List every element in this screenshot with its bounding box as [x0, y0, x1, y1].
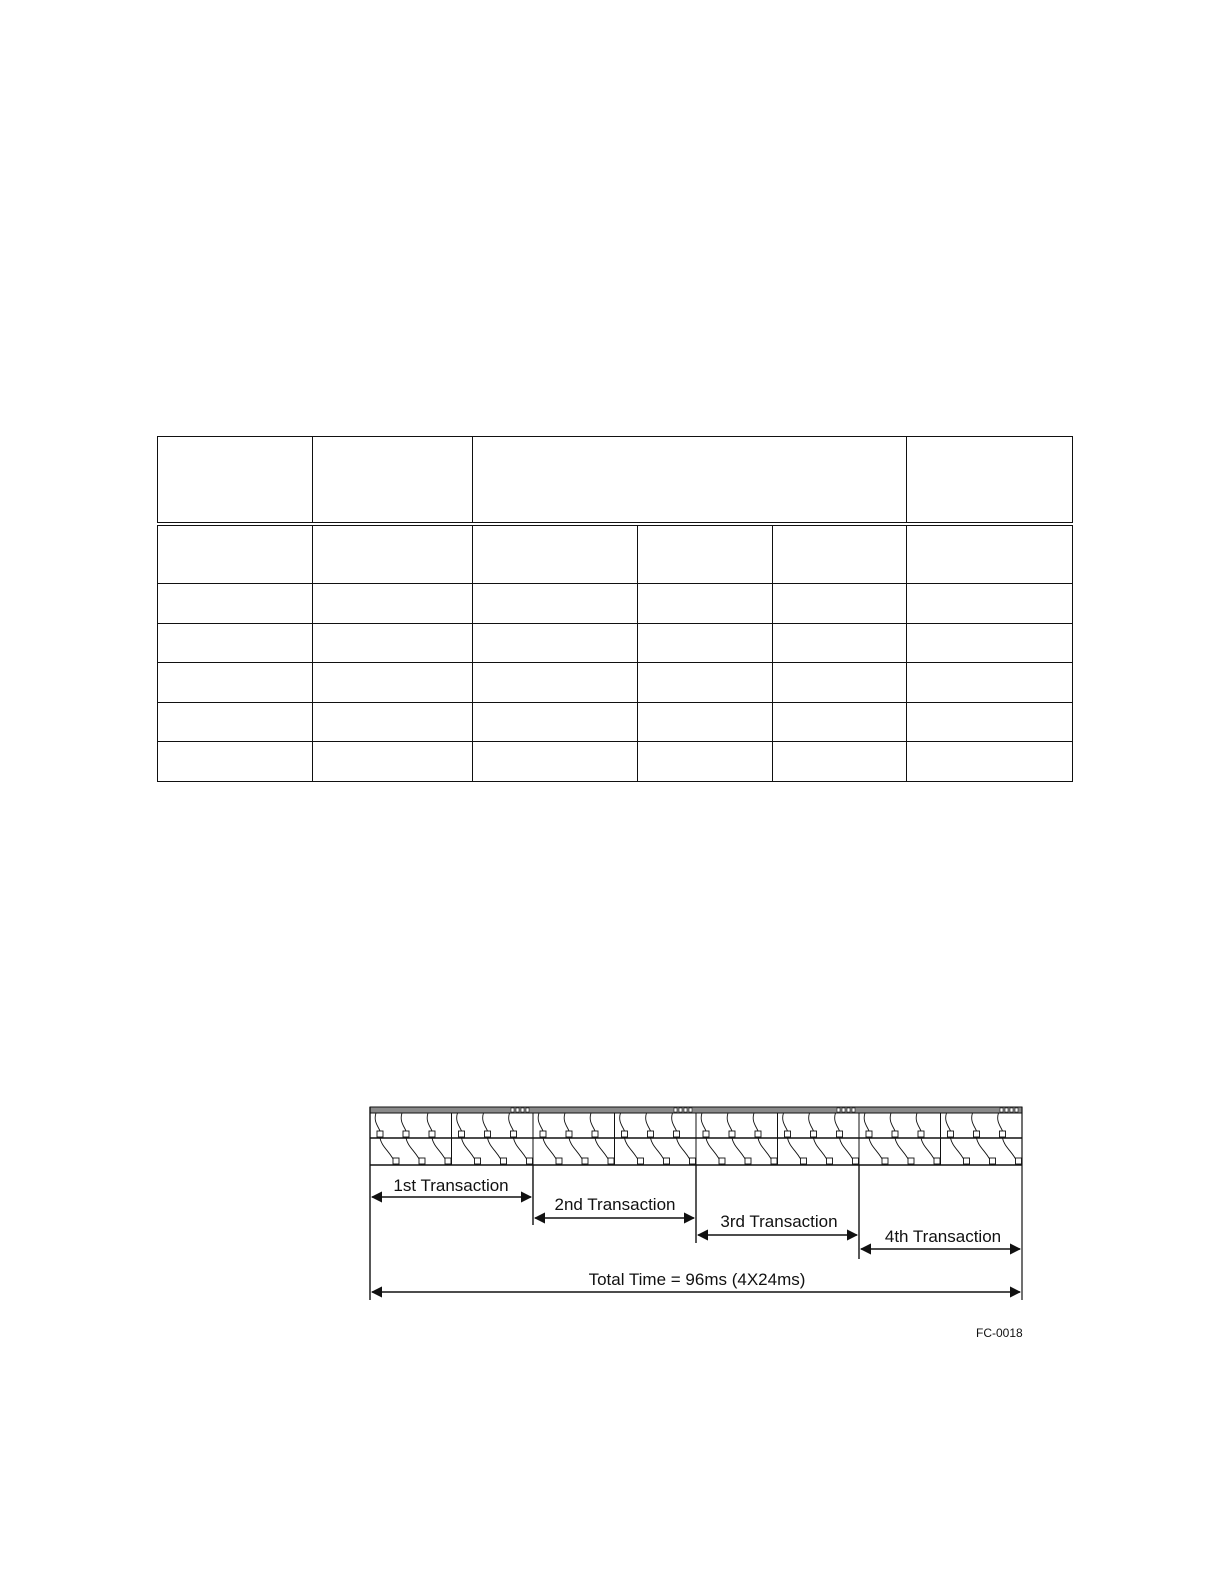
waveform-node	[827, 1158, 833, 1164]
strip-marker	[684, 1108, 687, 1112]
table-cell	[158, 742, 313, 782]
waveform-node	[582, 1158, 588, 1164]
waveform-node	[719, 1158, 725, 1164]
table-cell	[773, 623, 907, 663]
waveform-node	[771, 1158, 777, 1164]
waveform-node	[1000, 1131, 1006, 1137]
strip-marker	[1000, 1108, 1003, 1112]
waveform-node	[664, 1158, 670, 1164]
waveform-ticks	[370, 1108, 1022, 1165]
table-cell	[158, 437, 313, 525]
table-cell	[638, 584, 773, 624]
strip-marker	[521, 1108, 524, 1112]
table-cell	[158, 623, 313, 663]
transaction-timing-diagram	[360, 1098, 1030, 1343]
waveform-node	[622, 1131, 628, 1137]
table-cell	[473, 524, 638, 583]
waveform-node	[608, 1158, 614, 1164]
waveform-node	[540, 1131, 546, 1137]
table-cell	[313, 663, 473, 703]
waveform-node	[690, 1158, 696, 1164]
waveform-node	[648, 1131, 654, 1137]
waveform-trace	[564, 1113, 585, 1165]
waveform-node	[785, 1131, 791, 1137]
waveform-trace	[701, 1113, 722, 1165]
waveform-node	[1016, 1158, 1022, 1164]
table-cell	[773, 742, 907, 782]
waveform-node	[674, 1131, 680, 1137]
strip-marker	[1015, 1108, 1018, 1112]
table-cell	[313, 584, 473, 624]
waveform-node	[475, 1158, 481, 1164]
table-cell	[907, 623, 1073, 663]
waveform-trace	[620, 1113, 641, 1165]
waveform-node	[429, 1131, 435, 1137]
table-cell	[473, 702, 638, 742]
waveform-trace	[457, 1113, 478, 1165]
strip-marker	[511, 1108, 514, 1112]
table-header-row	[158, 437, 1073, 525]
table-cell	[638, 702, 773, 742]
strip-marker	[526, 1108, 529, 1112]
waveform-trace	[375, 1113, 396, 1165]
table-cell	[773, 584, 907, 624]
table-cell	[907, 663, 1073, 703]
table-row	[158, 663, 1073, 703]
waveform-trace	[590, 1113, 611, 1165]
table-cell	[158, 663, 313, 703]
table-row	[158, 742, 1073, 782]
waveform-node	[485, 1131, 491, 1137]
fourth-transaction-label: 4th Transaction	[884, 1227, 1002, 1246]
waveform-node	[892, 1131, 898, 1137]
table-cell	[473, 742, 638, 782]
waveform-trace	[890, 1113, 911, 1165]
third-transaction-label: 3rd Transaction	[720, 1212, 838, 1231]
strip-marker	[1005, 1108, 1008, 1112]
waveform-node	[866, 1131, 872, 1137]
waveform-node	[918, 1131, 924, 1137]
waveform-trace	[672, 1113, 693, 1165]
waveform-node	[511, 1131, 517, 1137]
waveform-node	[638, 1158, 644, 1164]
waveform-trace	[835, 1113, 856, 1165]
strip-marker	[837, 1108, 840, 1112]
data-table	[157, 436, 1073, 782]
waveform-node	[393, 1158, 399, 1164]
table-cell	[638, 524, 773, 583]
waveform-node	[566, 1131, 572, 1137]
waveform-trace	[783, 1113, 804, 1165]
table-cell	[473, 663, 638, 703]
waveform-node	[853, 1158, 859, 1164]
waveform-node	[974, 1131, 980, 1137]
table-cell	[158, 524, 313, 583]
total-time-label: Total Time = 96ms (4X24ms)	[588, 1270, 806, 1289]
waveform-trace	[509, 1113, 530, 1165]
table-cell	[907, 524, 1073, 583]
waveform-node	[948, 1131, 954, 1137]
table-cell	[638, 623, 773, 663]
table-row	[158, 584, 1073, 624]
strip-marker	[852, 1108, 855, 1112]
table-cell	[773, 663, 907, 703]
waveform-node	[882, 1158, 888, 1164]
figure-id-label: FC-0018	[976, 1326, 1023, 1340]
table-cell	[773, 524, 907, 583]
waveform-node	[592, 1131, 598, 1137]
waveform-trace	[401, 1113, 422, 1165]
waveform-node	[556, 1158, 562, 1164]
table-cell	[907, 584, 1073, 624]
table-cell	[907, 437, 1073, 525]
waveform-trace	[646, 1113, 667, 1165]
table-cell	[313, 623, 473, 663]
table-cell	[907, 702, 1073, 742]
waveform-node	[934, 1158, 940, 1164]
waveform-node	[837, 1131, 843, 1137]
waveform-trace	[727, 1113, 748, 1165]
table-row	[158, 702, 1073, 742]
table-row	[158, 524, 1073, 583]
waveform-node	[419, 1158, 425, 1164]
waveform-trace	[916, 1113, 937, 1165]
waveform-trace	[427, 1113, 448, 1165]
table-cell	[158, 702, 313, 742]
waveform-node	[703, 1131, 709, 1137]
table-cell	[313, 702, 473, 742]
waveform-node	[801, 1158, 807, 1164]
table-cell	[313, 524, 473, 583]
waveform-node	[459, 1131, 465, 1137]
table-cell	[473, 623, 638, 663]
strip-marker	[847, 1108, 850, 1112]
waveform-trace	[753, 1113, 774, 1165]
table-cell	[473, 584, 638, 624]
waveform-trace	[483, 1113, 504, 1165]
waveform-node	[755, 1131, 761, 1137]
first-transaction-label: 1st Transaction	[393, 1176, 509, 1195]
table-cell	[907, 742, 1073, 782]
waveform-trace	[538, 1113, 559, 1165]
table-cell	[638, 742, 773, 782]
strip-marker	[679, 1108, 682, 1112]
waveform-trace	[809, 1113, 830, 1165]
strip-marker	[516, 1108, 519, 1112]
strip-marker	[689, 1108, 692, 1112]
table-cell	[773, 702, 907, 742]
waveform-trace	[972, 1113, 993, 1165]
waveform-node	[990, 1158, 996, 1164]
table-cell	[158, 584, 313, 624]
waveform-node	[745, 1158, 751, 1164]
waveform-node	[501, 1158, 507, 1164]
strip-marker	[674, 1108, 677, 1112]
table-row	[158, 623, 1073, 663]
waveform-node	[445, 1158, 451, 1164]
second-transaction-label: 2nd Transaction	[554, 1195, 676, 1214]
waveform-node	[527, 1158, 533, 1164]
table-cell	[638, 663, 773, 703]
waveform-trace	[998, 1113, 1019, 1165]
table-cell	[313, 437, 473, 525]
waveform-node	[964, 1158, 970, 1164]
strip-marker	[842, 1108, 845, 1112]
waveform-node	[729, 1131, 735, 1137]
waveform-node	[377, 1131, 383, 1137]
waveform-node	[811, 1131, 817, 1137]
table-cell	[473, 437, 907, 525]
waveform-node	[403, 1131, 409, 1137]
strip-marker	[1010, 1108, 1013, 1112]
waveform-node	[908, 1158, 914, 1164]
waveform-trace	[864, 1113, 885, 1165]
table-cell	[313, 742, 473, 782]
waveform-trace	[946, 1113, 967, 1165]
